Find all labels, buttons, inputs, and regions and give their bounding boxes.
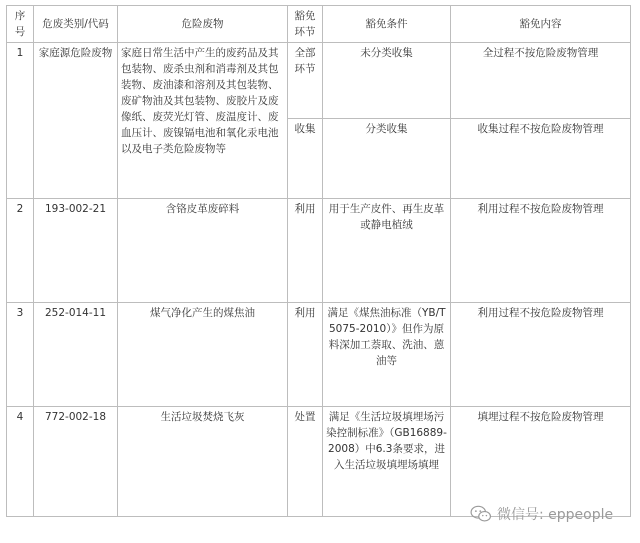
- header-code: 危废类别/代码: [34, 6, 118, 43]
- cell-waste: 家庭日常生活中产生的废药品及其包装物、废杀虫剂和消毒剂及其包装物、废油漆和溶剂及其包装物、废矿物油及其包装物、废胶片及废像纸、废荧光灯管、废温度计、废血压计、废镍镉电池和氧化汞电池以及电子类危险废物等: [118, 43, 288, 199]
- cell-condition: 用于生产皮件、再生皮革或静电植绒: [323, 199, 451, 303]
- cell-waste: 含铬皮革废碎料: [118, 199, 288, 303]
- cell-stage: 收集: [288, 119, 323, 199]
- wechat-icon: [470, 505, 492, 523]
- header-waste: 危险废物: [118, 6, 288, 43]
- cell-content: 利用过程不按危险废物管理: [451, 303, 631, 407]
- cell-condition: 未分类收集: [323, 43, 451, 119]
- cell-waste: 生活垃圾焚烧飞灰: [118, 407, 288, 517]
- cell-content: 填埋过程不按危险废物管理: [451, 407, 631, 517]
- cell-no: 1: [7, 43, 34, 199]
- watermark-text: 微信号: eppeople: [497, 507, 614, 523]
- table-row: [7, 407, 631, 517]
- table-header-row: [7, 6, 631, 43]
- cell-condition: 分类收集: [323, 119, 451, 199]
- cell-code: 家庭源危险废物: [34, 43, 118, 199]
- cell-content: 利用过程不按危险废物管理: [451, 199, 631, 303]
- cell-code: 193-002-21: [34, 199, 118, 303]
- header-no: 序号: [7, 6, 34, 43]
- cell-content: 收集过程不按危险废物管理: [451, 119, 631, 199]
- cell-condition: 满足《煤焦油标准（YB/T5075-2010）》但作为原料深加工萘取、洗油、蒽油等: [323, 303, 451, 407]
- cell-no: 3: [7, 303, 34, 407]
- cell-no: 4: [7, 407, 34, 517]
- cell-content: 全过程不按危险废物管理: [451, 43, 631, 119]
- wechat-watermark: [470, 503, 613, 525]
- cell-stage: 处置: [288, 407, 323, 517]
- cell-code: 772-002-18: [34, 407, 118, 517]
- cell-no: 2: [7, 199, 34, 303]
- cell-code: 252-014-11: [34, 303, 118, 407]
- cell-waste: 煤气净化产生的煤焦油: [118, 303, 288, 407]
- cell-condition: 满足《生活垃圾填埋场污染控制标准》（GB16889-2008）中6.3条要求，进入生活垃圾填埋场填埋: [323, 407, 451, 517]
- hazardous-waste-exemption-table: [6, 5, 631, 517]
- table-row: [7, 43, 631, 119]
- table-row: [7, 303, 631, 407]
- cell-stage: 利用: [288, 303, 323, 407]
- header-condition: 豁免条件: [323, 6, 451, 43]
- header-stage: 豁免环节: [288, 6, 323, 43]
- table-row: [7, 199, 631, 303]
- cell-stage: 利用: [288, 199, 323, 303]
- cell-stage: 全部环节: [288, 43, 323, 119]
- header-content: 豁免内容: [451, 6, 631, 43]
